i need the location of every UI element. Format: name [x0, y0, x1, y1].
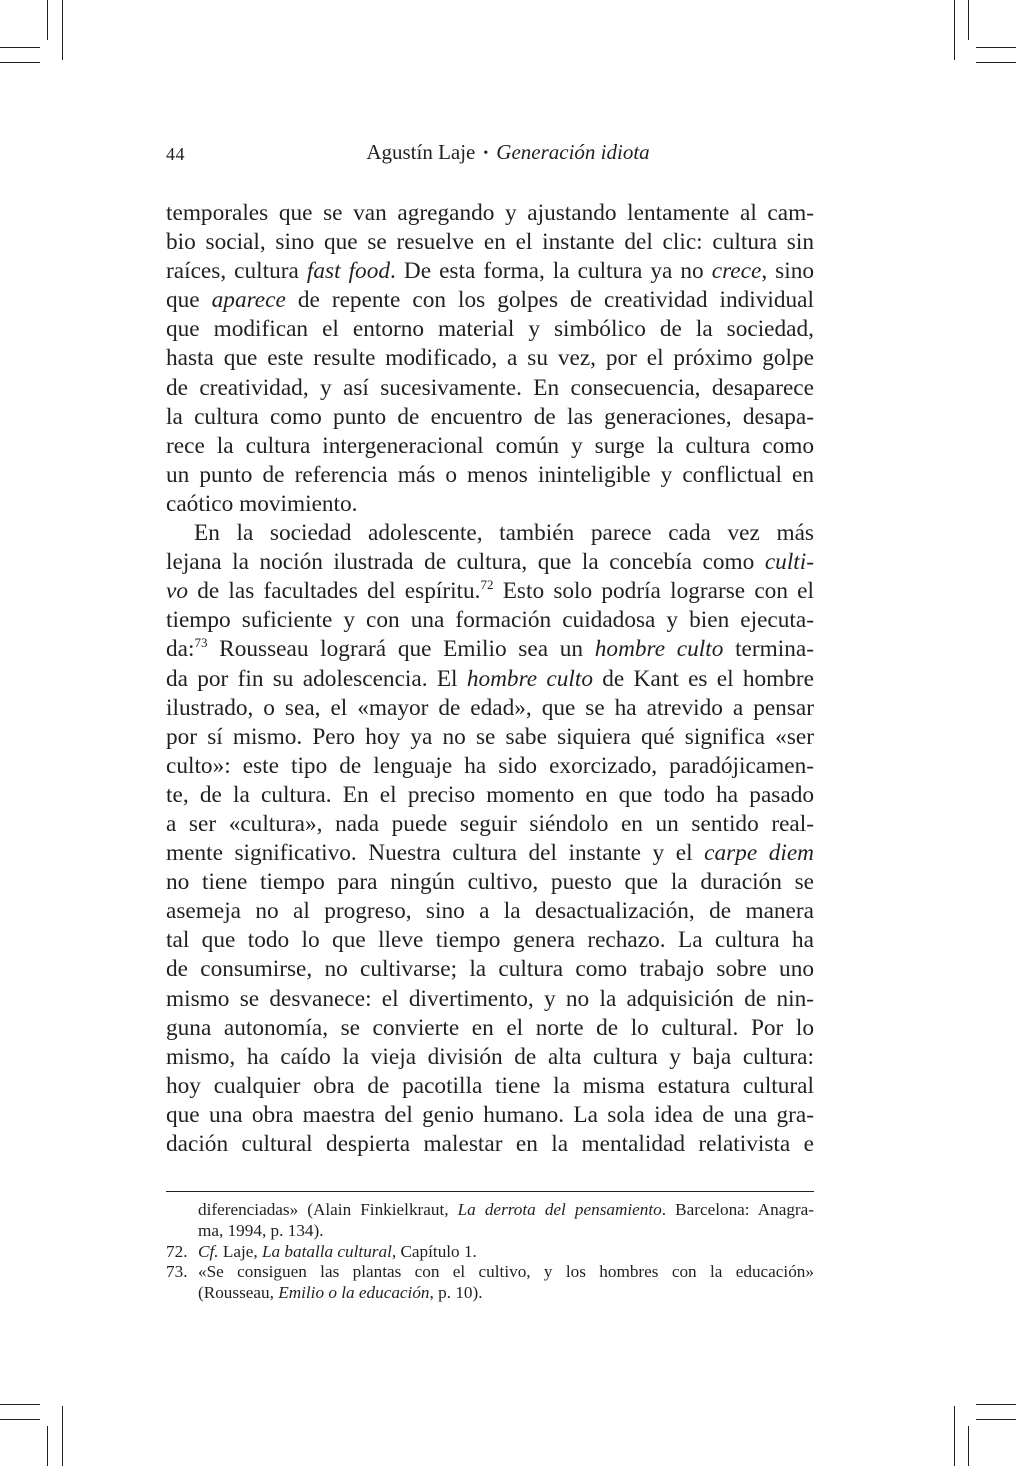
text-line: te, de la cultura. En el preciso momento en que todo ha pasado [166, 781, 814, 808]
crop-mark [62, 0, 63, 60]
crop-mark [62, 1406, 63, 1466]
footnote-number: 73. [166, 1262, 188, 1282]
text-line: mismo se desvanece: el divertimento, y no la adquisición de nin- [166, 985, 814, 1012]
text-line: tal que todo lo que lleve tiempo genera rechazo. La cultura ha [166, 927, 814, 954]
footnote-number: 72. [166, 1241, 188, 1261]
crop-mark [0, 1404, 40, 1405]
crop-mark [954, 0, 955, 60]
text-line: de consumirse, no cultivarse; la cultura como trabajo sobre uno [166, 956, 814, 983]
footnote-72: 72. Cf. Laje, La batalla cultural, Capítulo 1. [166, 1241, 477, 1261]
text-line: guna autonomía, se convierte en el norte de lo cultural. Por lo [166, 1014, 814, 1041]
header-separator: • [483, 146, 489, 162]
text-line: no tiene tiempo para ningún cultivo, puesto que la duración se [166, 869, 814, 896]
text-line: de creatividad, y así sucesivamente. En consecuencia, desaparece [166, 374, 814, 401]
text-line: rece la cultura intergeneracional común y surge la cultura como [166, 432, 814, 459]
text-line: dación cultural despierta malestar en la mentalidad relativista e [166, 1131, 814, 1157]
text-line: que una obra maestra del genio humano. La sola idea de una gra- [166, 1101, 814, 1128]
text-line: hasta que este resulte modificado, a su vez, por el próximo golpe [166, 345, 814, 372]
text-line: que aparece de repente con los golpes de creatividad individual [166, 287, 814, 314]
crop-mark [47, 1426, 48, 1466]
text-line: asemeja no al progreso, sino a la desactualización, de manera [166, 898, 814, 925]
text-line: ilustrado, o sea, el «mayor de edad», que se ha atrevido a pensar [166, 694, 814, 721]
text-line: raíces, cultura fast food. De esta forma, la cultura ya no crece, sino [166, 258, 815, 285]
text-line: vo de las facultades del espíritu.$^{72}$ Esto solo podría lograrse con el [166, 577, 814, 605]
crop-mark [954, 1406, 955, 1466]
footnote-line: diferenciadas» (Alain Finkielkraut, La derrota del pensamiento. Barcelona: Anagra- [198, 1200, 815, 1219]
text-line: da:$^{73}$ Rousseau logrará que Emilio sea un hombre culto termina- [166, 635, 814, 663]
text-line: por sí mismo. Pero hoy ya no se sabe siquiera qué significa «ser [166, 723, 814, 750]
footnote-ref: 72 [480, 577, 494, 593]
crop-mark [976, 47, 1016, 48]
crop-mark [976, 1419, 1016, 1420]
text-line: En la sociedad adolescente, también parece cada vez más [194, 520, 814, 547]
book-title: Generación idiota [496, 140, 650, 164]
crop-mark [0, 62, 40, 63]
text-line: un punto de referencia más o menos ininteligible y conflictual en [166, 461, 814, 488]
crop-mark [976, 62, 1016, 63]
text-line: culto»: este tipo de lenguaje ha sido exorcizado, paradójicamen- [166, 752, 814, 779]
text-line: mismo, ha caído la vieja división de alta cultura y baja cultura: [166, 1043, 814, 1070]
body-text [166, 199, 814, 1159]
footnotes [166, 1200, 814, 1304]
crop-mark [47, 0, 48, 40]
crop-mark [0, 1419, 40, 1420]
crop-mark [968, 1426, 969, 1466]
text-line: la cultura como punto de encuentro de las generaciones, desapa- [166, 403, 814, 430]
author-name: Agustín Laje [366, 140, 476, 164]
crop-mark [976, 1404, 1016, 1405]
text-line: a ser «cultura», nada puede seguir siéndolo en un sentido real- [166, 810, 814, 837]
text-line: hoy cualquier obra de pacotilla tiene la misma estatura cultural [166, 1072, 814, 1099]
footnote-line: (Rousseau, Emilio o la educación, p. 10). [198, 1283, 483, 1303]
text-line: bio social, sino que se resuelve en el instante del clic: cultura sin [166, 229, 814, 256]
crop-mark [968, 0, 969, 40]
text-line: que modifican el entorno material y simbólico de la sociedad, [166, 316, 814, 343]
text-line: temporales que se van agregando y ajustando lentamente al cam- [166, 200, 814, 226]
footnote-ref: 73 [194, 635, 208, 651]
page-number: 44 [166, 144, 185, 164]
text-line: da por fin su adolescencia. El hombre culto de Kant es el hombre [166, 665, 815, 692]
crop-mark [0, 47, 40, 48]
text-line: mente significativo. Nuestra cultura del instante y el carpe diem [166, 840, 814, 867]
footnote-rule [166, 1191, 814, 1192]
footnote-line: ma, 1994, p. 134). [198, 1220, 324, 1240]
running-head [0, 140, 1016, 165]
text-line: caótico movimiento. [166, 490, 358, 517]
text-line: tiempo suficiente y con una formación cuidadosa y bien ejecuta- [166, 607, 814, 634]
text-line: lejana la noción ilustrada de cultura, que la concebía como culti- [166, 549, 814, 576]
footnote-73: 73. «Se consiguen las plantas con el cultivo, y los hombres con la educación» [166, 1262, 814, 1282]
